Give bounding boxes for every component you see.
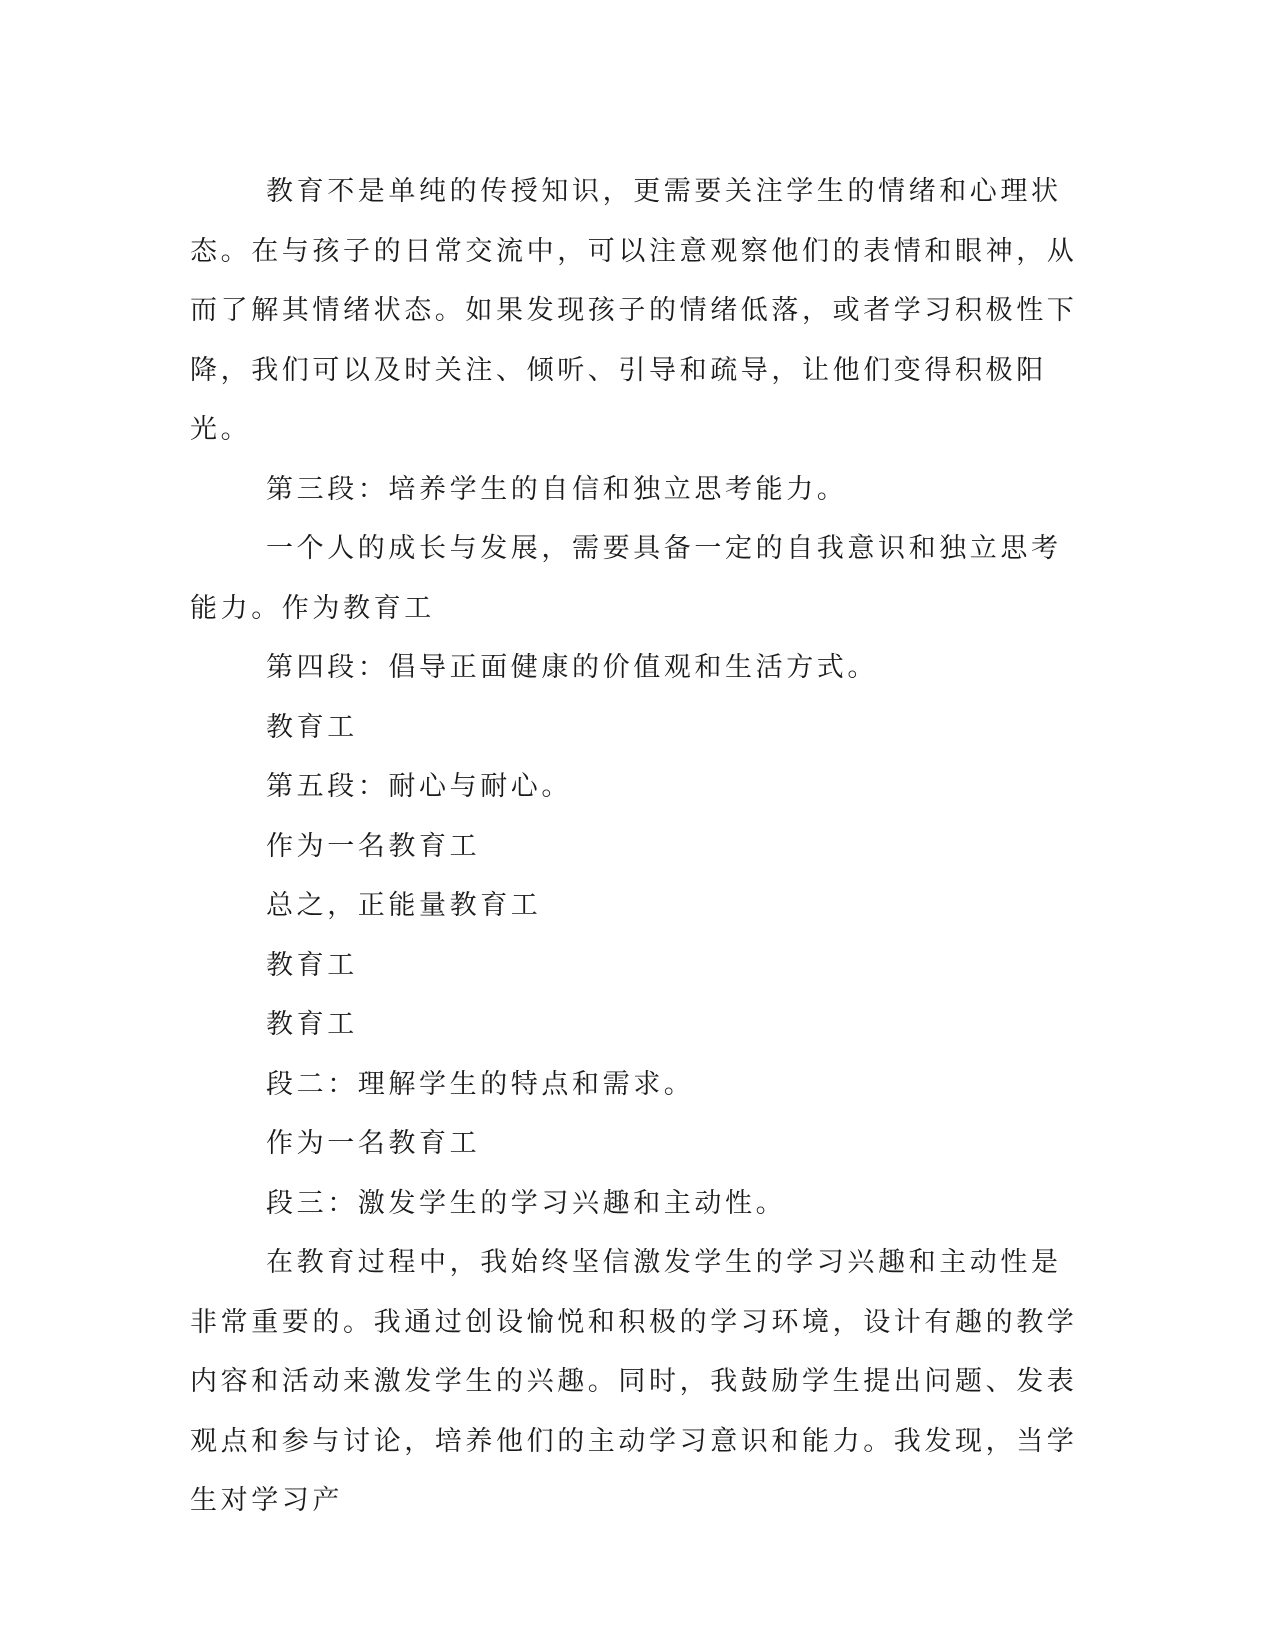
heading-part-three: 段三：激发学生的学习兴趣和主动性。 [266, 1187, 787, 1219]
paragraph-fragment: 教育工 [266, 711, 358, 743]
paragraph-learning-interest: 在教育过程中，我始终坚信激发学生的学习兴趣和主动性是非常重要的。我通过创设愉悦和积极的学习环境，设计有趣的教学内容和活动来激发学生的兴趣。同时，我鼓励学生提出问题、发表观点和参与讨论，培养他们的主动学习意识和能力。我发现，当学生对学习产 [190, 1247, 1078, 1516]
heading-part-two: 段二：理解学生的特点和需求。 [266, 1068, 695, 1100]
paragraph-emotional-care: 教育不是单纯的传授知识，更需要关注学生的情绪和心理状态。在与孩子的日常交流中，可以注意观察他们的表情和眼神，从而了解其情绪状态。如果发现孩子的情绪低落，或者学习积极性下降，我们可以及时关注、倾听、引导和疏导，让他们变得积极阳光。 [190, 176, 1078, 445]
heading-section-three: 第三段：培养学生的自信和独立思考能力。 [266, 473, 848, 505]
paragraph-fragment: 作为一名教育工 [266, 830, 481, 862]
heading-section-four: 第四段：倡导正面健康的价值观和生活方式。 [266, 652, 878, 683]
paragraph-conclusion-fragment: 总之，正能量教育工 [266, 890, 542, 921]
document-body [190, 162, 1080, 1531]
paragraph-independent-thinking: 一个人的成长与发展，需要具备一定的自我意识和独立思考能力。作为教育工 [190, 533, 1062, 624]
paragraph-fragment: 作为一名教育工 [266, 1128, 481, 1159]
paragraph-fragment: 教育工 [266, 1009, 358, 1040]
paragraph-fragment: 教育工 [266, 949, 358, 981]
heading-section-five: 第五段：耐心与耐心。 [266, 771, 572, 802]
